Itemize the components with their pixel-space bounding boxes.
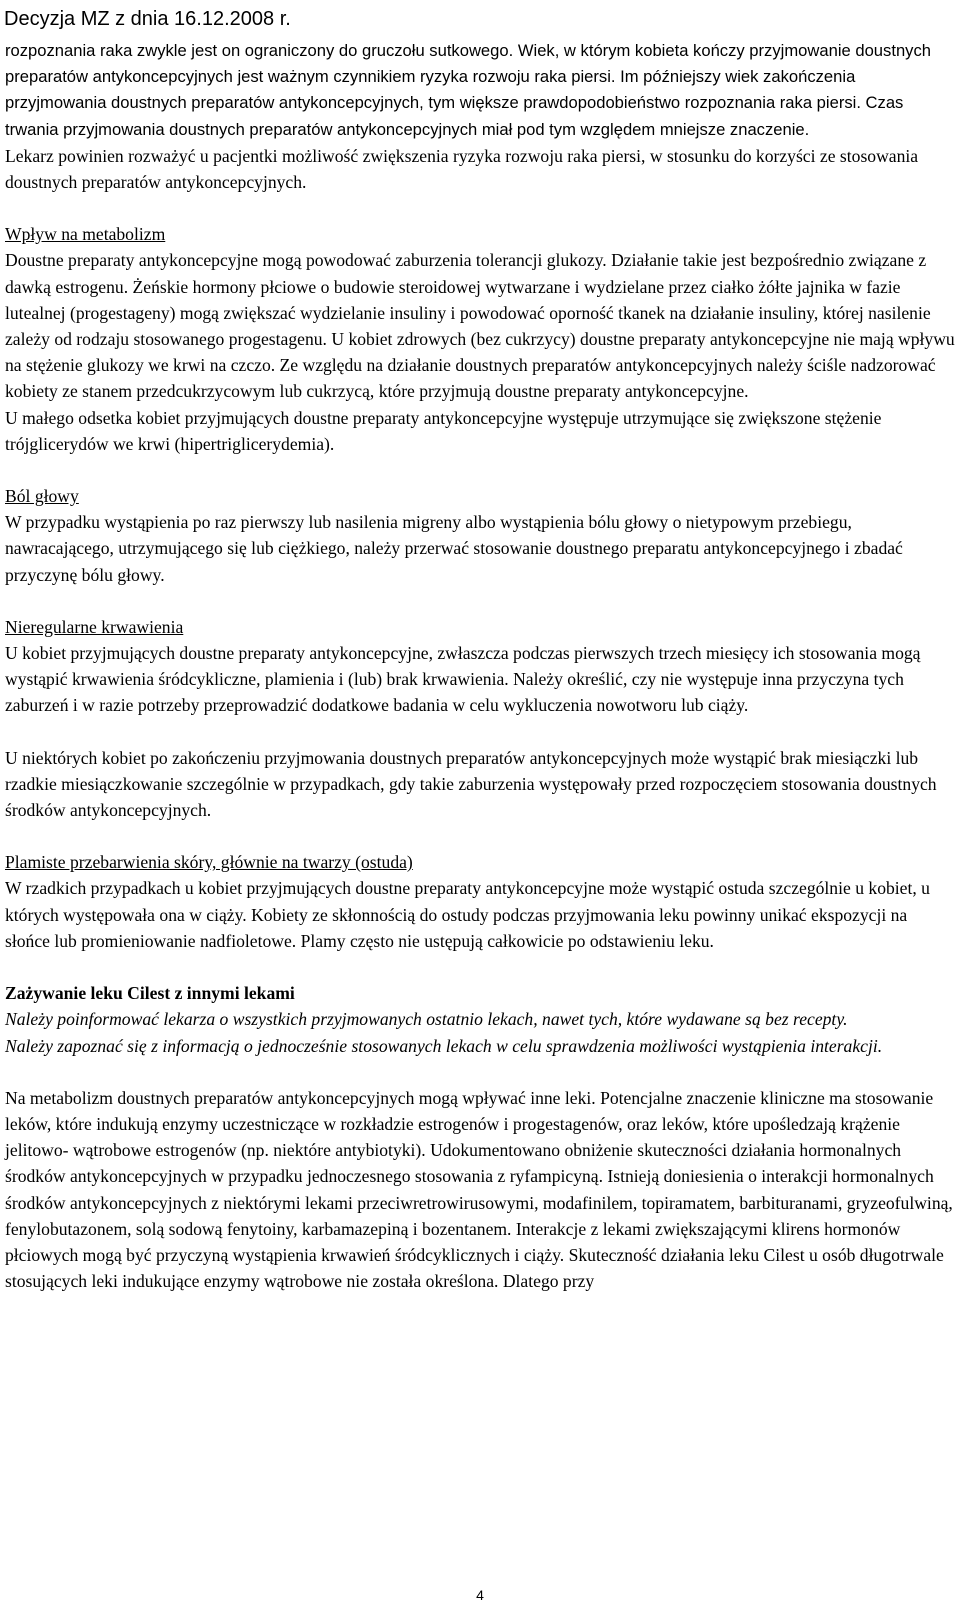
interactions-paragraph: Na metabolizm doustnych preparatów antykoncepcyjnych mogą wpływać inne leki. Potencjalne znaczenie kliniczne ma stosowanie leków, które indukują enzymy uczestniczące w rozkładzie estrogenów i progestagenów, oraz leków, które upośledzają krążenie jelitowo- wątrobowe estrogenów (np. niektóre antybiotyki). Udokumentowano obniżenie skuteczności działania hormonalnych środków antykoncepcyjnych w przypadku jednoczesnego stosowania z ryfampicyną. Istnieją doniesienia o interakcji hormonalnych środków antykoncepcyjnych z niektórymi lekami przeciwretrowirusowymi, modafinilem, topiramatem, barbituranami, gryzeofulwiną, fenylobutazonem, solą sodową fenytoiny, karbamazepiną i bozentanem. Interakcje z lekami zwiększającymi klirens hormonów płciowych mogą być przyczyną wystąpienia krwawień śródcyklicznych i ciąży. Skuteczność działania leku Cilest u osób długotrwale stosujących leki indukujące enzymy wątrobowe nie została określona. Dlatego przy [5,1087,953,1292]
breast-cancer-paragraph: rozpoznania raka zwykle jest on ograniczony do gruczołu sutkowego. Wiek, w którym kobieta kończy przyjmowanie doustnych preparatów antykoncepcyjnych jest ważnym czynnikiem ryzyka rozwoju raka piersi. Im późniejszy wiek zakończenia przyjmowania doustnych preparatów antykoncepcyjnych, tym większe prawdopodobieństwo rozpoznania raka piersi. Czas trwania przyjmowania doustnych preparatów antykoncepcyjnych miał pod tym względem mniejsze znaczenie. [5,41,931,139]
interactions-heading: Zażywanie leku Cilest z innymi lekami [5,983,295,1004]
amenorrhea-paragraph: U niektórych kobiet po zakończeniu przyjmowania doustnych preparatów antykoncepcyjnych może wystąpić brak miesiączki lub rzadkie miesiączkowanie szczególnie w przypadkach, gdy takie zaburzenia występowały przed rozpoczęciem stosowania doustnych środków antykoncepcyjnych. [5,747,937,821]
physician-note-paragraph: Lekarz powinien rozważyć u pacjentki możliwość zwiększenia ryzyka rozwoju raka piersi, w stosunku do korzyści ze stosowania doustnych preparatów antykoncepcyjnych. [5,145,919,193]
headache-heading: Ból głowy [5,486,79,507]
bleeding-heading: Nieregularne krwawienia [5,616,184,637]
chloasma-paragraph: W rzadkich przypadkach u kobiet przyjmujących doustne preparaty antykoncepcyjne może wystąpić ostuda szczególnie u kobiet, u których występowała ona w ciąży. Kobiety ze skłonnością do ostudy podczas przyjmowania leku powinny unikać ekspozycji na słońce lub promieniowanie nadfioletowe. Plamy często nie ustępują całkowicie po odstawieniu leku. [5,878,930,951]
page-number: 4 [476,1587,484,1603]
triglycerides-paragraph: U małego odsetka kobiet przyjmujących doustne preparaty antykoncepcyjne występuje utrzymujące się zwiększone stężenie trójglicerydów we krwi (hipertriglicerydemia). [5,407,882,454]
page-header: Decyzja MZ z dnia 16.12.2008 r. [4,8,291,30]
interactions-italic-note-1: Należy poinformować lekarza o wszystkich przyjmowanych ostatnio lekach, nawet tych, które wydawane są bez recepty. [5,1009,848,1030]
headache-paragraph: W przypadku wystąpienia po raz pierwszy lub nasilenia migreny albo wystąpienia bólu głowy o nietypowym przebiegu, nawracającego, utrzymującego się lub ciężkiego, należy przerwać stosowanie doustnego preparatu antykoncepcyjnego i zbadać przyczynę bólu głowy. [5,512,903,585]
metabolism-heading: Wpływ na metabolizm [5,224,166,245]
chloasma-heading: Plamiste przebarwienia skóry, głównie na twarzy (ostuda) [5,852,413,873]
metabolism-paragraph: Doustne preparaty antykoncepcyjne mogą powodować zaburzenia tolerancji glukozy. Działanie takie jest bezpośrednio związane z dawką estrogenu. Żeńskie hormony płciowe o budowie steroidowej wytwarzane i wydzielane przez ciałko żółte jajnika w fazie lutealnej (progestageny) mogą zwiększać wydzielanie insuliny i powodować oporność tkanek na działanie insuliny, której nasilenie zależy od rodzaju stosowanego progestagenu. U kobiet zdrowych (bez cukrzycy) doustne preparaty antykoncepcyjne nie mają wpływu na stężenie glukozy we krwi na czczo. Ze względu na działanie doustnych preparatów antykoncepcyjnych należy ściśle nadzorować kobiety ze stanem przedcukrzycowym lub cukrzycą, które przyjmują doustne preparaty antykoncepcyjne. [5,250,955,402]
bleeding-paragraph: U kobiet przyjmujących doustne preparaty antykoncepcyjne, zwłaszcza podczas pierwszych trzech miesięcy ich stosowania mogą wystąpić krwawienia śródcykliczne, plamienia i (lub) brak krwawienia. Należy określić, czy nie występuje inna przyczyna tych zaburzeń i w razie potrzeby przeprowadzić dodatkowe badania w celu wykluczenia nowotworu lub ciąży. [5,643,921,716]
document-body [5,38,955,1294]
interactions-italic-note-2: Należy zapoznać się z informacją o jednocześnie stosowanych lekach w celu sprawdzenia możliwości wystąpienia interakcji. [5,1035,883,1056]
